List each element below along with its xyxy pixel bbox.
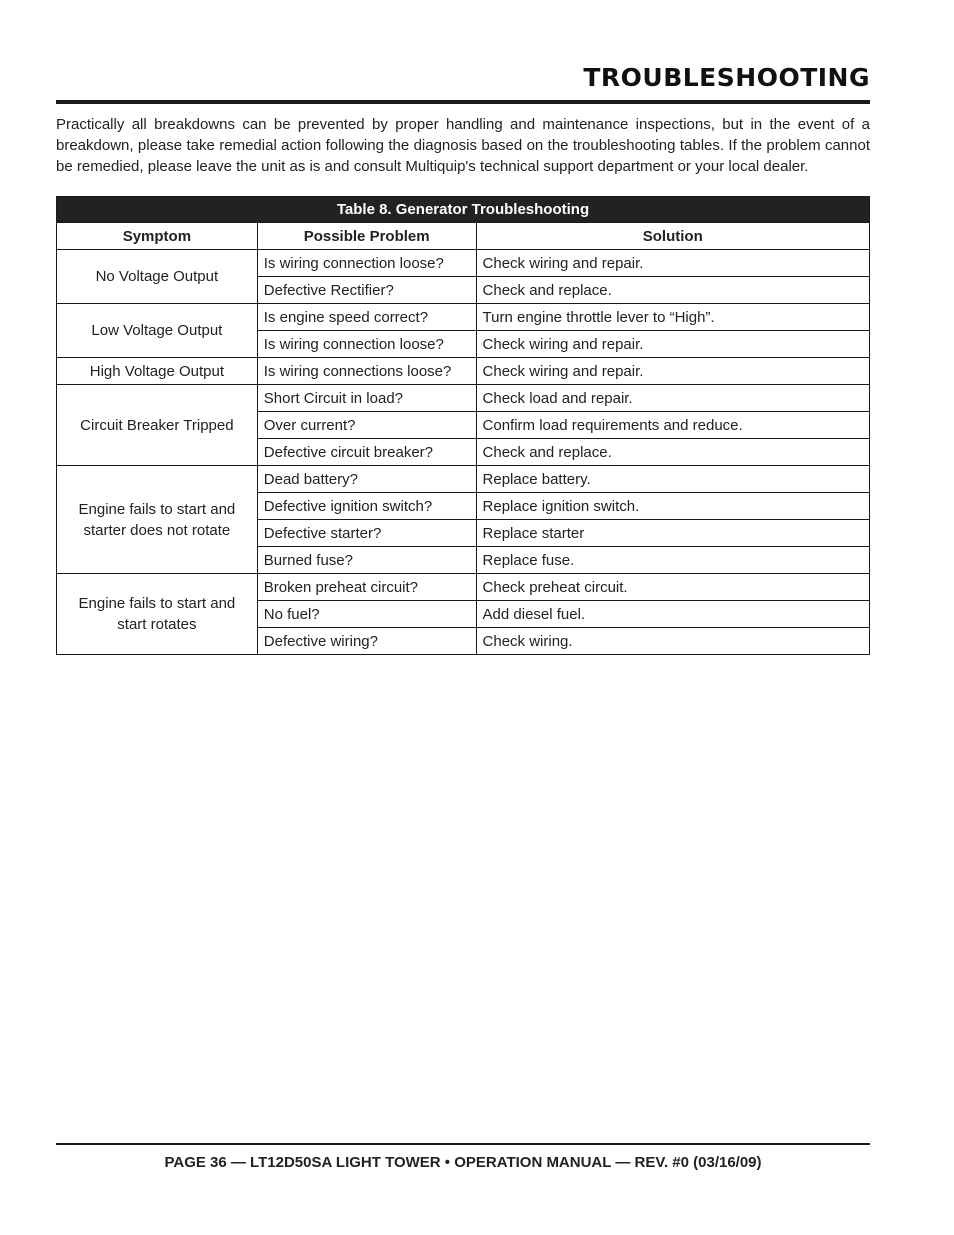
solution-cell: Check wiring and repair.	[476, 358, 869, 385]
problem-cell: Is wiring connections loose?	[257, 358, 476, 385]
problem-cell: Defective ignition switch?	[257, 493, 476, 520]
intro-paragraph: Practically all breakdowns can be prevented by proper handling and maintenance inspections, but in the event of a breakdown, please take remedial action following the diagnosis based on the troubleshooting tables. If the problem cannot be remedied, please leave the unit as is and consult Multiquip's technical support department or your local dealer.	[56, 116, 870, 175]
solution-cell: Check wiring and repair.	[476, 250, 869, 277]
problem-cell: No fuel?	[257, 601, 476, 628]
table-row	[57, 250, 870, 277]
problem-cell: Short Circuit in load?	[257, 385, 476, 412]
column-header-solution: Solution	[476, 223, 869, 250]
solution-cell: Check preheat circuit.	[476, 574, 869, 601]
problem-cell: Is wiring connection loose?	[257, 250, 476, 277]
table-caption: Table 8. Generator Troubleshooting	[57, 197, 870, 223]
symptom-cell: No Voltage Output	[57, 250, 258, 304]
troubleshooting-table	[56, 196, 870, 655]
title-divider	[56, 100, 870, 104]
solution-cell: Replace ignition switch.	[476, 493, 869, 520]
footer-divider	[56, 1143, 870, 1145]
table-body	[57, 250, 870, 655]
solution-cell: Check wiring.	[476, 628, 869, 655]
table-row	[57, 466, 870, 493]
table-caption-row	[57, 197, 870, 223]
table-row	[57, 358, 870, 385]
problem-cell: Defective starter?	[257, 520, 476, 547]
column-header-possible-problem: Possible Problem	[257, 223, 476, 250]
solution-cell: Replace battery.	[476, 466, 869, 493]
table-header-row	[57, 223, 870, 250]
table-row	[57, 574, 870, 601]
problem-cell: Dead battery?	[257, 466, 476, 493]
table-row	[57, 385, 870, 412]
solution-cell: Check wiring and repair.	[476, 331, 869, 358]
page-footer: PAGE 36 — LT12D50SA LIGHT TOWER • OPERATION MANUAL — REV. #0 (03/16/09)	[164, 1154, 762, 1171]
table-row	[57, 304, 870, 331]
solution-cell: Add diesel fuel.	[476, 601, 869, 628]
problem-cell: Burned fuse?	[257, 547, 476, 574]
problem-cell: Defective Rectifier?	[257, 277, 476, 304]
symptom-cell: Low Voltage Output	[57, 304, 258, 358]
solution-cell: Check and replace.	[476, 439, 869, 466]
column-header-symptom: Symptom	[57, 223, 258, 250]
solution-cell: Replace starter	[476, 520, 869, 547]
symptom-cell: Engine fails to start and start rotates	[57, 574, 258, 655]
solution-cell: Replace fuse.	[476, 547, 869, 574]
solution-cell: Confirm load requirements and reduce.	[476, 412, 869, 439]
problem-cell: Defective circuit breaker?	[257, 439, 476, 466]
problem-cell: Is engine speed correct?	[257, 304, 476, 331]
symptom-cell: High Voltage Output	[57, 358, 258, 385]
problem-cell: Defective wiring?	[257, 628, 476, 655]
solution-cell: Turn engine throttle lever to “High”.	[476, 304, 869, 331]
page-title: TROUBLESHOOTING	[583, 63, 870, 92]
solution-cell: Check and replace.	[476, 277, 869, 304]
symptom-cell: Engine fails to start and starter does not rotate	[57, 466, 258, 574]
problem-cell: Broken preheat circuit?	[257, 574, 476, 601]
problem-cell: Over current?	[257, 412, 476, 439]
solution-cell: Check load and repair.	[476, 385, 869, 412]
problem-cell: Is wiring connection loose?	[257, 331, 476, 358]
symptom-cell: Circuit Breaker Tripped	[57, 385, 258, 466]
